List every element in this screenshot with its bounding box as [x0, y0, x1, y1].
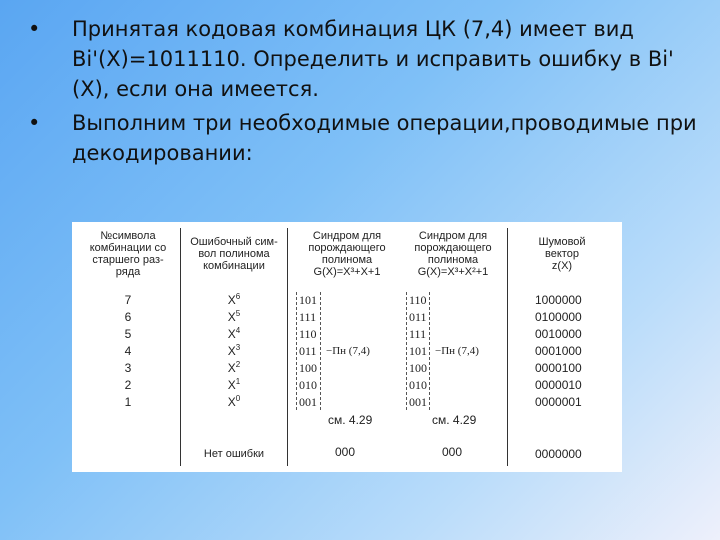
- syndrome2-value: 110: [409, 293, 427, 307]
- matrix-bracket-left: [406, 292, 407, 410]
- syndrome2-column: [409, 292, 427, 411]
- error-symbol: $X^1$: [227, 377, 241, 392]
- syndrome1-value: 101: [299, 293, 317, 307]
- header-noise-vector: Шумовой вектор z(X): [538, 236, 586, 272]
- header-syndrome-2: Синдром для порождающего полинома G(X)=X³+X²+1: [414, 230, 492, 278]
- syndrome2-value: 011: [409, 310, 427, 324]
- noise-value: 0000001: [535, 395, 582, 409]
- error-symbol: $X^0$: [227, 394, 241, 409]
- syndrome2-value: 101: [409, 344, 427, 358]
- matrix-bracket-right: [429, 292, 430, 410]
- noise-value: 0001000: [535, 344, 582, 358]
- position-value: 1: [124, 395, 132, 409]
- bullet-text: Выполним три необходимые операции,проводимые при декодировании:: [72, 111, 697, 165]
- no-error-syndrome-1: 000: [335, 445, 356, 459]
- column-divider: [507, 228, 508, 466]
- matrix-label-2: −Пн (7,4): [435, 345, 479, 357]
- header-position: №символа комбинации со старшего раз- ряда: [89, 230, 167, 278]
- position-value: 4: [124, 344, 132, 358]
- error-symbol: $X^5$: [227, 309, 241, 324]
- noise-value: 0010000: [535, 327, 582, 341]
- position-value: 3: [124, 361, 132, 375]
- column-divider: [287, 228, 288, 466]
- error-symbol: $X^2$: [227, 360, 241, 375]
- error-symbol: $X^6$: [227, 292, 241, 307]
- see-reference-2: см. 4.29: [432, 413, 477, 427]
- matrix-bracket-right: [320, 292, 321, 410]
- header-syndrome-1: Синдром для порождающего полинома G(X)=X³+X+1: [308, 230, 386, 278]
- syndrome1-value: 110: [299, 327, 317, 341]
- matrix-label-1: −Пн (7,4): [326, 345, 370, 357]
- column-divider: [180, 228, 181, 466]
- see-reference-1: см. 4.29: [328, 413, 373, 427]
- bullet-item: [28, 108, 698, 168]
- noise-value: 0000010: [535, 378, 582, 392]
- no-error-label: Нет ошибки: [203, 448, 265, 460]
- noise-value: 1000000: [535, 293, 582, 307]
- bullet-item: [28, 14, 698, 104]
- position-value: 7: [124, 293, 132, 307]
- syndrome2-value: 010: [409, 378, 427, 392]
- syndrome2-value: 111: [409, 327, 427, 341]
- syndrome1-value: 100: [299, 361, 317, 375]
- syndrome1-value: 011: [299, 344, 317, 358]
- syndrome2-value: 001: [409, 395, 427, 409]
- no-error-noise: 0000000: [535, 447, 582, 461]
- syndrome1-column: [299, 292, 317, 411]
- noise-value: 0100000: [535, 310, 582, 324]
- positions-column: [80, 292, 176, 411]
- bullet-list: [28, 14, 698, 172]
- noise-value: 0000100: [535, 361, 582, 375]
- syndrome2-value: 100: [409, 361, 427, 375]
- bullet-dot: •: [28, 111, 41, 135]
- position-value: 2: [124, 378, 132, 392]
- syndrome-table: [72, 222, 622, 472]
- syndrome1-value: 111: [299, 310, 317, 324]
- no-error-syndrome-2: 000: [442, 445, 463, 459]
- position-value: 6: [124, 310, 132, 324]
- header-error-symbol: Ошибочный сим- вол полинома комбинации: [190, 236, 278, 272]
- position-value: 5: [124, 327, 132, 341]
- syndrome1-value: 010: [299, 378, 317, 392]
- matrix-bracket-left: [296, 292, 297, 410]
- bullet-dot: •: [28, 17, 41, 41]
- error-symbol: $X^4$: [227, 326, 241, 341]
- error-symbols-column: [184, 292, 284, 411]
- syndrome1-value: 001: [299, 395, 317, 409]
- bullet-text: Принятая кодовая комбинация ЦК (7,4) имеет вид Bi'(X)=1011110. Определить и исправить ошибку в Bi' (X), если она имеется.: [72, 17, 674, 101]
- noise-column: [535, 292, 582, 411]
- error-symbol: $X^3$: [227, 343, 241, 358]
